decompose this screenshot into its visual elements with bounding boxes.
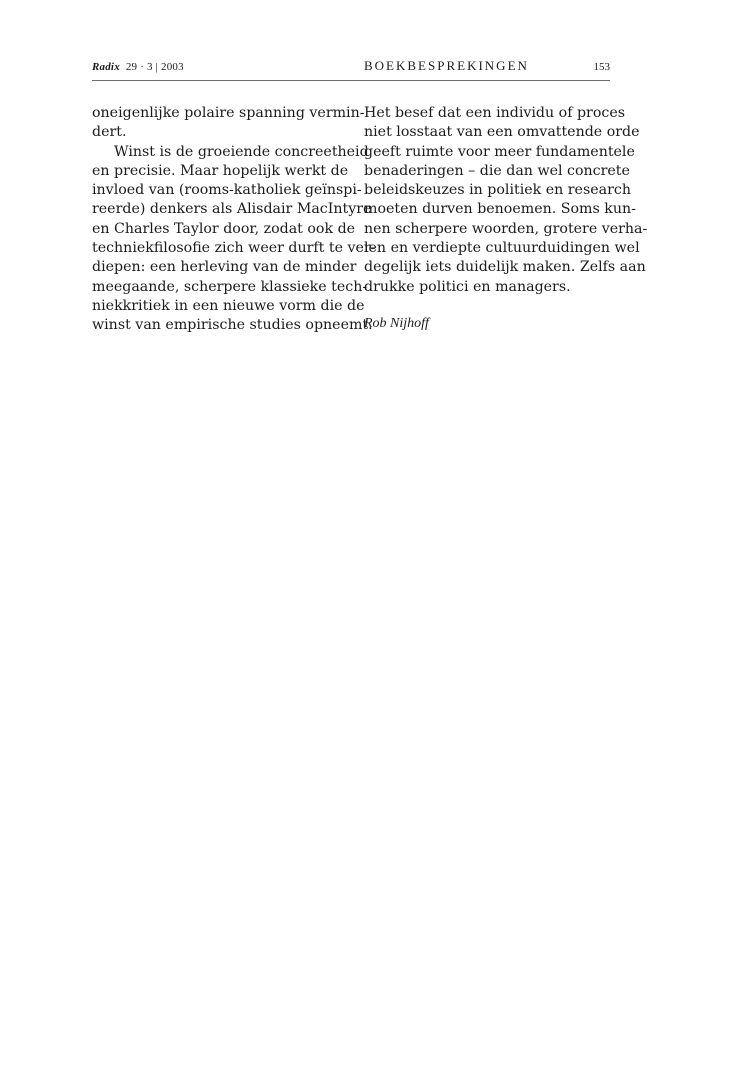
text-line: techniekfilosofie zich weer durft te ver- xyxy=(92,240,376,257)
text-line: Winst is de groeiende concreetheid xyxy=(114,143,369,160)
text-line: Het besef dat een individu of proces xyxy=(364,105,625,121)
text-line: beleidskeuzes in politiek en research xyxy=(364,182,631,199)
page-number: 153 xyxy=(593,61,610,73)
text-line: len en verdiepte cultuurduidingen wel xyxy=(364,240,640,257)
section-title: BOEKBESPREKINGEN xyxy=(364,58,529,73)
text-line: dert. xyxy=(92,124,127,141)
journal-name: Radix xyxy=(92,61,120,73)
text-line: meegaande, scherpere klassieke tech- xyxy=(92,278,368,295)
text-line: moeten durven benoemen. Soms kun- xyxy=(364,201,636,218)
text-line: oneigenlijke polaire spanning vermin- xyxy=(92,105,365,121)
text-line: niekkritiek in een nieuwe vorm die de xyxy=(92,297,365,314)
text-line: nen scherpere woorden, grotere verha- xyxy=(364,220,648,237)
text-line: geeft ruimte voor meer fundamentele xyxy=(364,143,635,160)
journal-citation xyxy=(92,61,184,73)
right-column xyxy=(364,104,648,297)
text-line: niet losstaat van een omvattende orde xyxy=(364,124,640,141)
text-line: drukke politici en managers. xyxy=(364,278,571,295)
author-signature: Rob Nijhoff xyxy=(364,316,429,331)
issue-info: 29 · 3 | 2003 xyxy=(125,61,184,73)
text-line: degelijk iets duidelijk maken. Zelfs aan xyxy=(364,259,646,276)
text-line: diepen: een herleving van de minder xyxy=(92,259,357,276)
text-line: en precisie. Maar hopelijk werkt de xyxy=(92,162,349,179)
text-line: benaderingen – die dan wel concrete xyxy=(364,162,630,179)
text-line: reerde) denkers als Alisdair MacIntyre xyxy=(92,201,372,218)
text-line: winst van empirische studies opneemt. xyxy=(92,317,373,334)
text-line: en Charles Taylor door, zodat ook de xyxy=(92,220,356,237)
left-column xyxy=(92,104,376,336)
running-header xyxy=(92,58,610,81)
text-line: invloed van (rooms-katholiek geïnspi- xyxy=(92,182,362,199)
